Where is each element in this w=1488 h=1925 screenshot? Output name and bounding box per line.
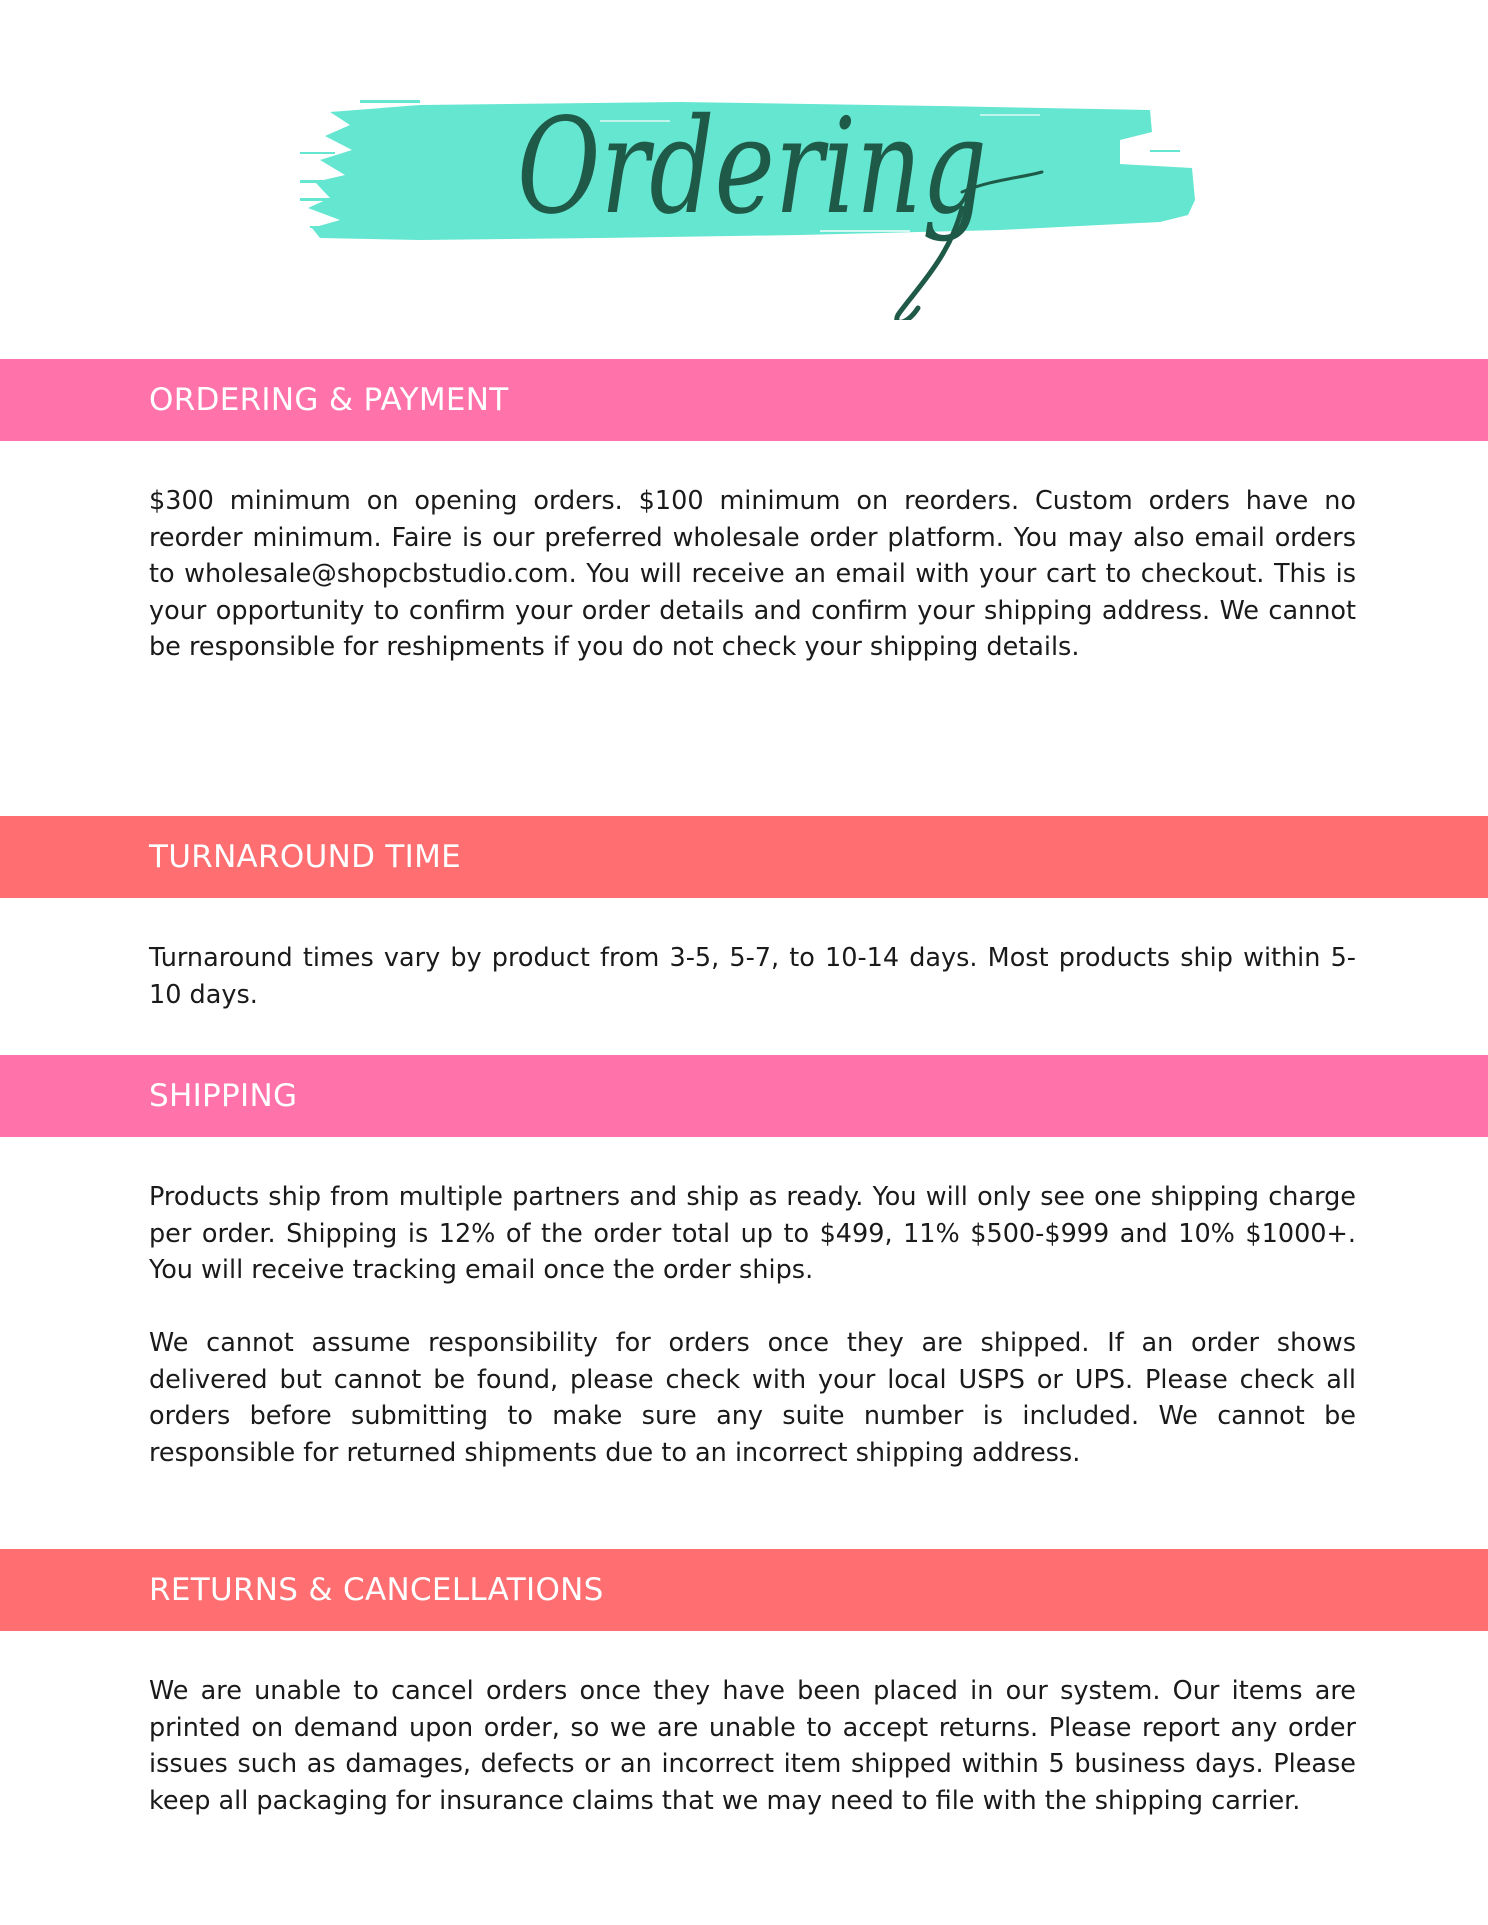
ordering-title-logo xyxy=(300,80,1200,320)
returns-cancellations-paragraph: We are unable to cancel orders once they have been placed in our system. Our items are printed on demand upon order, so we are unable to accept returns. Please report any order issues such as damages, defects or an incorrect item shipped within 5 business days. Please keep all packaging for insurance claims that we may need to file with the shipping carrier. xyxy=(149,1676,1356,1816)
section-header-ordering-payment xyxy=(0,359,1488,441)
turnaround-time-paragraph: Turnaround times vary by product from 3-5, 5-7, to 10-14 days. Most products ship within 5-10 days. xyxy=(149,943,1356,1010)
ordering-payment-paragraph: $300 minimum on opening orders. $100 minimum on reorders. Custom orders have no reorder minimum. Faire is our preferred wholesale order platform. You may also email orders to wholesale@shopcbstudio.com. You will receive an email with your cart to checkout. This is your opportunity to confirm your order details and confirm your shipping address. We cannot be responsible for reshipments if you do not check your shipping details. xyxy=(149,486,1356,662)
section-heading: TURNAROUND TIME xyxy=(149,839,462,875)
shipping-paragraph-1: Products ship from multiple partners and ship as ready. You will only see one shipping charge per order. Shipping is 12% of the order total up to $499, 11% $500-$999 and 10% $1000+. You will receive tracking email once the order ships. xyxy=(149,1182,1356,1285)
title-text: Ordering xyxy=(517,90,987,244)
shipping-paragraph-2: We cannot assume responsibility for orders once they are shipped. If an order shows delivered but cannot be found, please check with your local USPS or UPS. Please check all orders before submitting to make sure any suite number is included. We cannot be responsible for returned shipments due to an incorrect shipping address. xyxy=(149,1328,1356,1468)
section-header-returns-cancellations xyxy=(0,1549,1488,1631)
script-title xyxy=(517,90,1042,320)
section-heading: ORDERING & PAYMENT xyxy=(149,382,509,418)
section-header-shipping xyxy=(0,1055,1488,1137)
section-header-turnaround-time xyxy=(0,816,1488,898)
section-heading: RETURNS & CANCELLATIONS xyxy=(149,1572,604,1608)
section-heading: SHIPPING xyxy=(149,1078,298,1114)
